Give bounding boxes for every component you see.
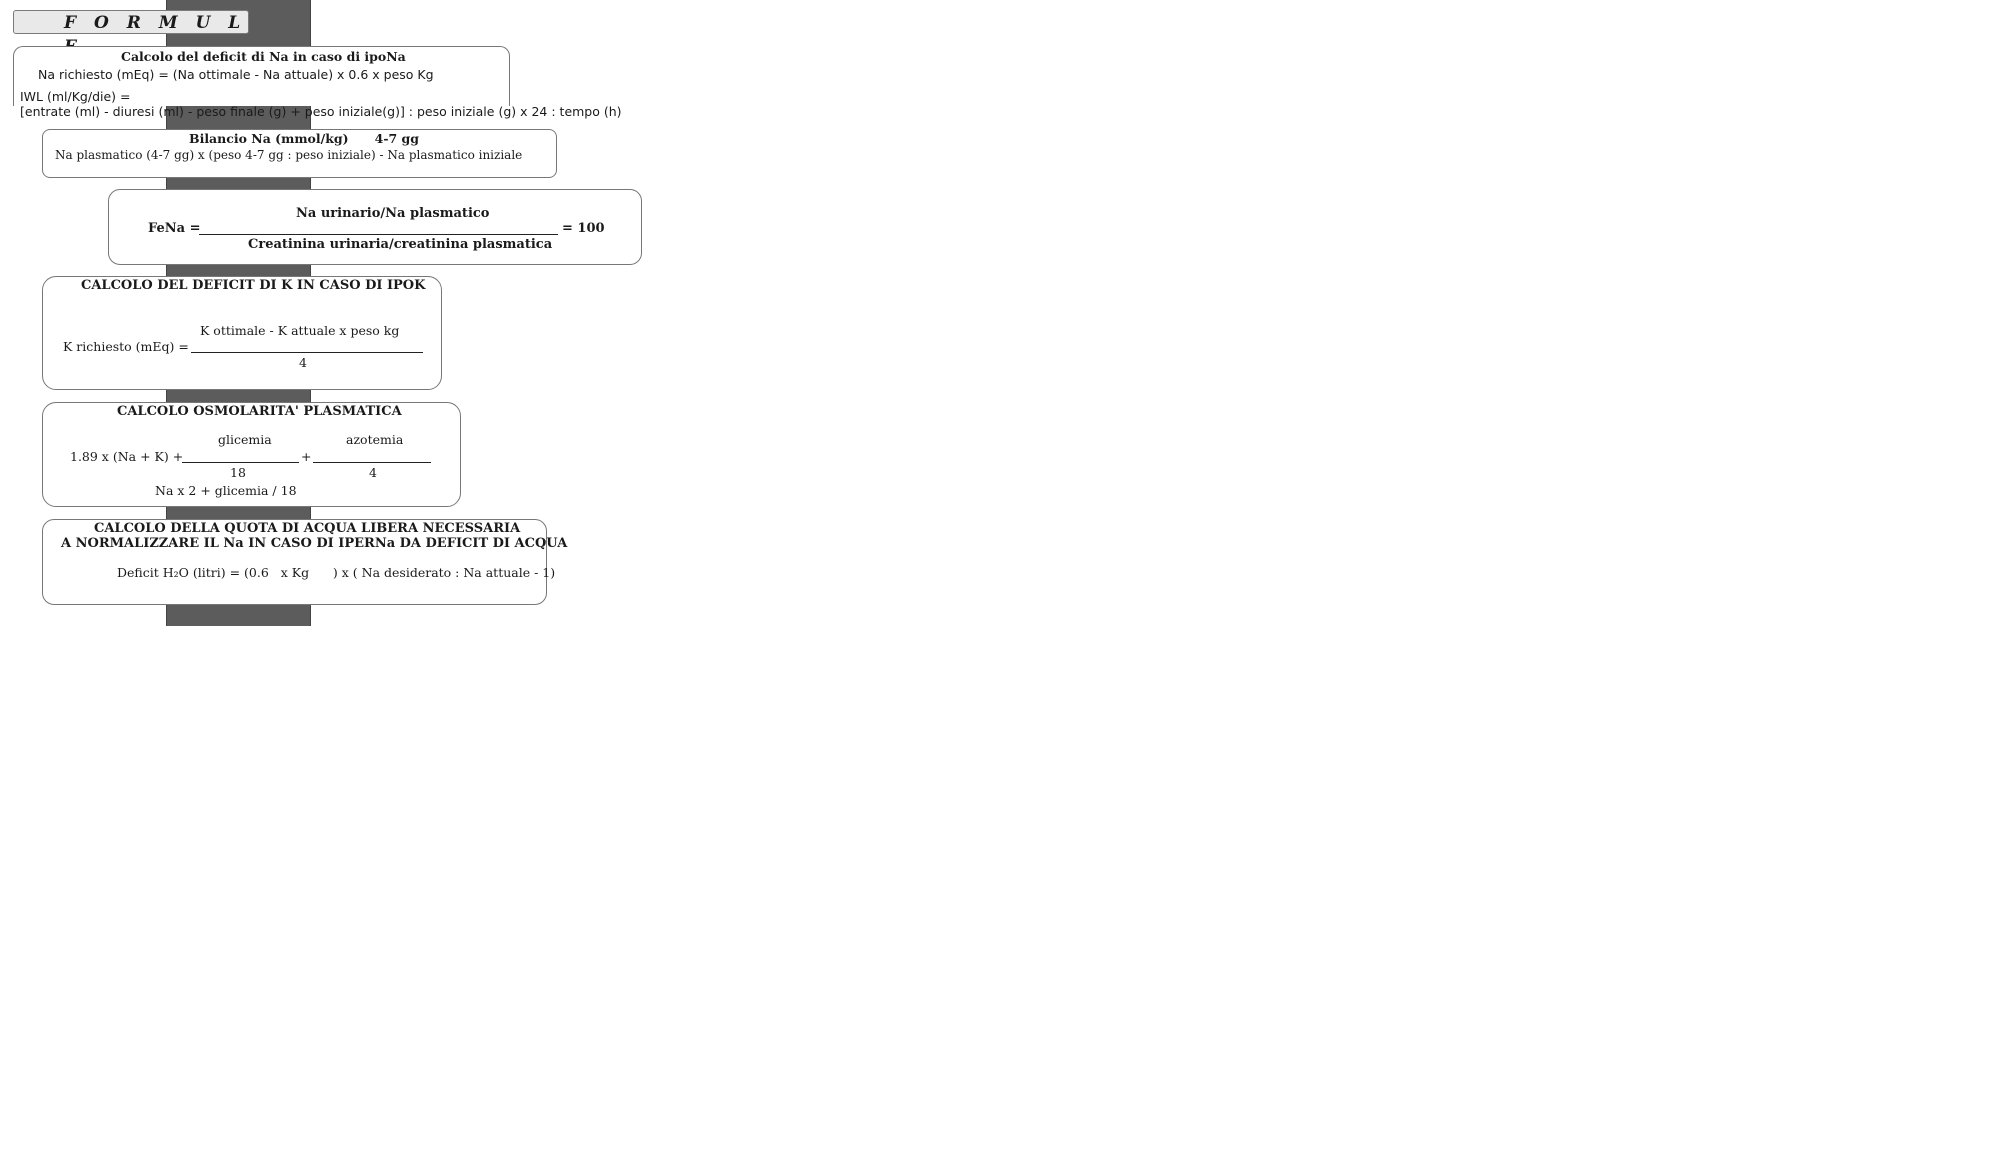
osmolarity-frac2-num: azotemia	[346, 432, 404, 447]
free-water-heading-line2: A NORMALIZZARE IL Na IN CASO DI IPERNa DA DEFICIT DI ACQUA	[61, 536, 568, 551]
na-deficit-formula: Na richiesto (mEq) = (Na ottimale - Na attuale) x 0.6 x peso Kg	[38, 67, 434, 82]
k-deficit-heading: CALCOLO DEL DEFICIT DI K IN CASO DI IPOK	[81, 278, 426, 293]
fena-box	[108, 189, 642, 265]
k-deficit-box	[42, 276, 442, 390]
na-balance-box	[42, 129, 557, 178]
osmolarity-box	[42, 402, 461, 507]
osmolarity-frac2-den: 4	[369, 465, 377, 480]
iwl-label: IWL (ml/Kg/die) =	[20, 89, 131, 104]
k-deficit-numerator: K ottimale - K attuale x peso kg	[200, 323, 400, 338]
na-balance-formula: Na plasmatico (4-7 gg) x (peso 4-7 gg : peso iniziale) - Na plasmatico iniziale	[55, 148, 523, 162]
k-deficit-fraction-bar	[191, 352, 423, 353]
osmolarity-frac2-bar	[313, 462, 431, 463]
k-deficit-denominator: 4	[299, 355, 307, 370]
fena-label: FeNa =	[148, 221, 201, 236]
na-balance-heading: Bilancio Na (mmol/kg) 4-7 gg	[189, 131, 420, 146]
osmolarity-frac1-den: 18	[230, 465, 246, 480]
na-deficit-heading: Calcolo del deficit di Na in caso di ipoNa	[121, 49, 406, 64]
osmolarity-frac1-bar	[182, 462, 299, 463]
iwl-formula: [entrate (ml) - diuresi (ml) - peso finale (g) + peso iniziale(g)] : peso iniziale (g) x 24 : tempo (h)	[20, 104, 622, 119]
osmolarity-alt-formula: Na x 2 + glicemia / 18	[155, 483, 297, 498]
osmolarity-heading: CALCOLO OSMOLARITA' PLASMATICA	[117, 404, 402, 419]
osmolarity-plus: +	[301, 449, 312, 464]
osmolarity-prefix: 1.89 x (Na + K) +	[70, 449, 184, 464]
k-deficit-label: K richiesto (mEq) =	[63, 339, 189, 354]
free-water-formula: Deficit H₂O (litri) = (0.6 x Kg ) x ( Na desiderato : Na attuale - 1)	[117, 565, 556, 580]
fena-denominator: Creatinina urinaria/creatinina plasmatica	[248, 237, 553, 252]
page-title: F O R M U L	[13, 10, 249, 34]
fena-fraction-bar	[199, 234, 558, 235]
fena-result: = 100	[562, 221, 605, 236]
fena-numerator: Na urinario/Na plasmatico	[296, 206, 490, 221]
free-water-box	[42, 519, 568, 605]
free-water-heading-line1: CALCOLO DELLA QUOTA DI ACQUA LIBERA NECESSARIA	[94, 521, 521, 536]
osmolarity-frac1-num: glicemia	[218, 432, 272, 447]
